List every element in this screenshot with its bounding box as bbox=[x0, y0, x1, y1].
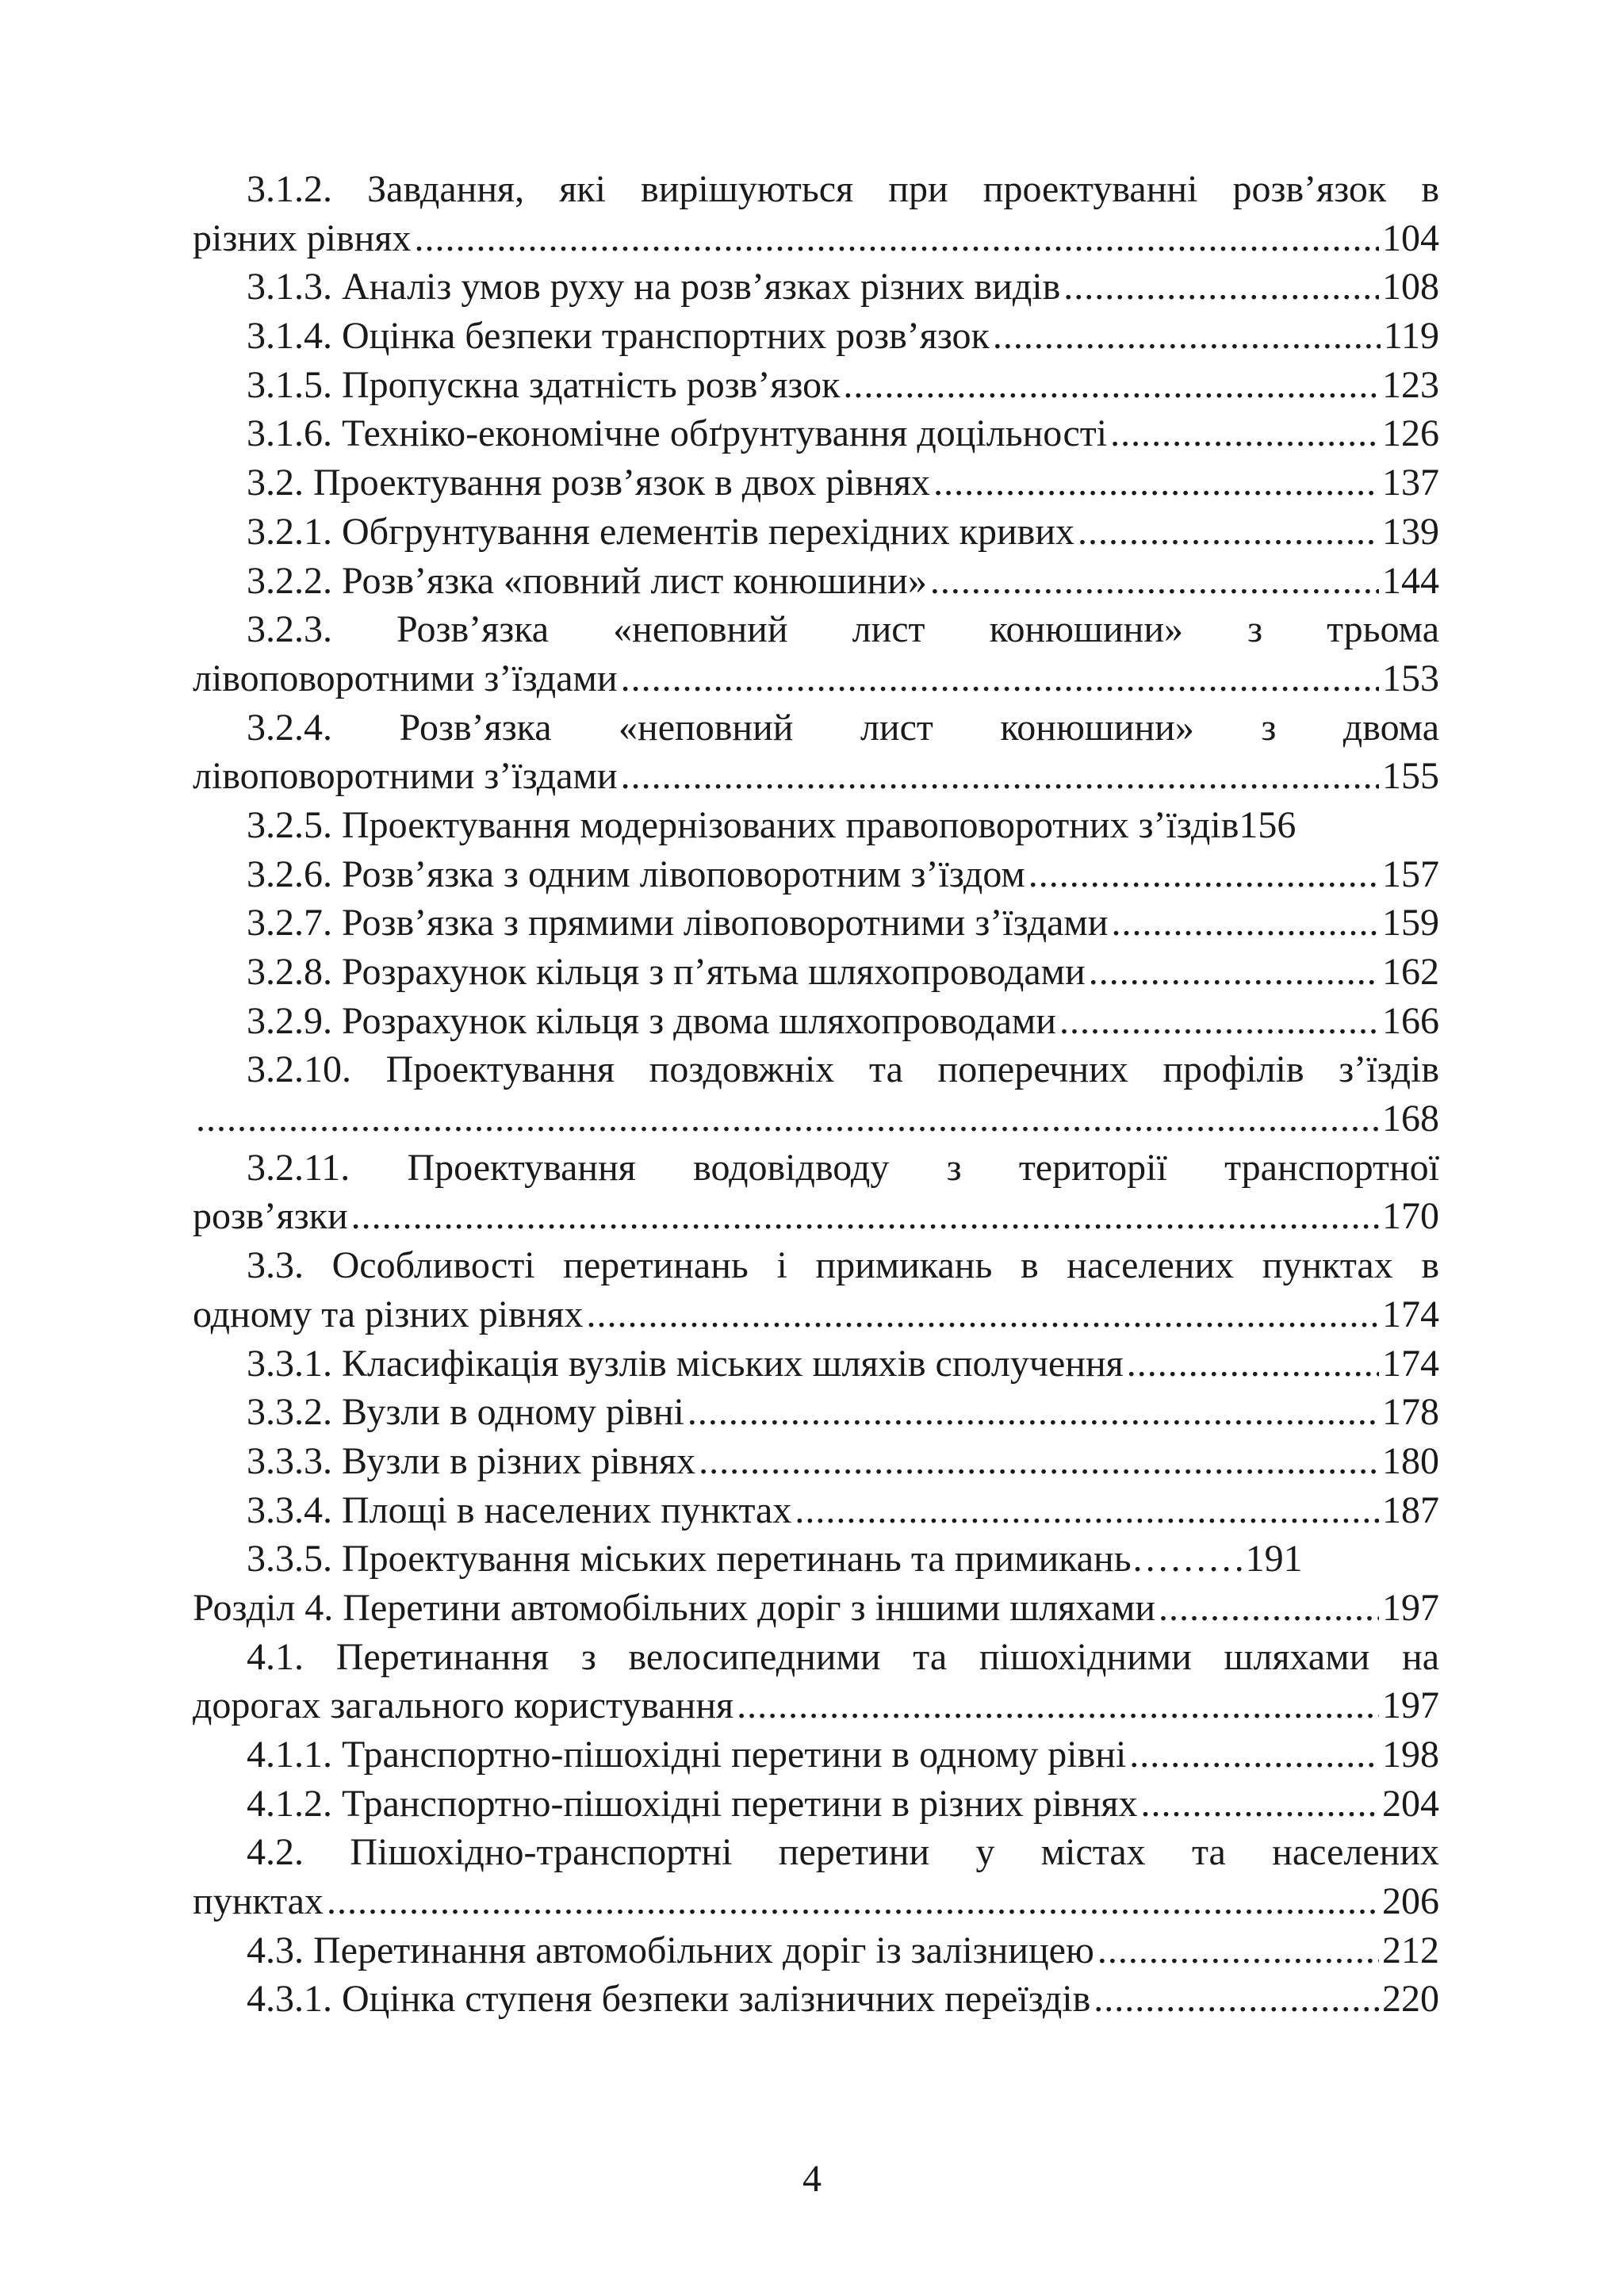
dot-leader bbox=[587, 1290, 1380, 1339]
toc-page-number: 153 bbox=[1382, 657, 1439, 699]
toc-entry-title: 3.2.9. Розрахунок кільця з двома шляхопроводами bbox=[247, 999, 1056, 1042]
toc-page-number: 104 bbox=[1382, 216, 1439, 259]
dot-leader bbox=[621, 654, 1379, 703]
toc-page-number: 187 bbox=[1382, 1488, 1439, 1531]
toc-entry-title: дорогах загального користування bbox=[193, 1684, 734, 1727]
table-of-contents bbox=[193, 165, 1439, 2024]
toc-page-number: 159 bbox=[1382, 902, 1439, 944]
toc-entry-3-2-4[interactable] bbox=[193, 752, 1439, 801]
dot-leader bbox=[1089, 948, 1379, 997]
toc-page-number: 220 bbox=[1382, 1978, 1439, 2021]
toc-entry-title: 3.2.6. Розв’язка з одним лівоповоротним з’їздом bbox=[247, 852, 1025, 895]
dot-leader bbox=[414, 214, 1379, 263]
toc-entry-3-2-2[interactable] bbox=[193, 557, 1439, 606]
toc-entry-title: 3.1.6. Техніко-економічне обґрунтування доцільності bbox=[247, 412, 1108, 455]
toc-entry-3-2-11-line1: 3.2.11. Проектування водовідводу з території транспортної bbox=[247, 1146, 1439, 1189]
toc-entry-3-1-6[interactable] bbox=[193, 409, 1439, 458]
toc-entry-3-1-2-line1: 3.1.2. Завдання, які вирішуються при проектуванні розв’язок в bbox=[247, 168, 1439, 210]
toc-entry-title: 4.1.1. Транспортно-пішохідні перетини в одному рівні bbox=[247, 1734, 1127, 1776]
dot-leader bbox=[795, 1486, 1379, 1535]
dot-leader bbox=[196, 1094, 1379, 1144]
toc-entry-title: лівоповоротними з’їздами bbox=[193, 657, 618, 699]
toc-page-number: 157 bbox=[1382, 852, 1439, 895]
toc-entry-title: 4.3. Перетинання автомобільних доріг із залізницею bbox=[247, 1929, 1094, 1971]
toc-entry-3-3-4[interactable] bbox=[193, 1486, 1439, 1535]
toc-page-number: 126 bbox=[1382, 412, 1439, 455]
dot-leader bbox=[1063, 262, 1379, 312]
toc-entry-4-1[interactable] bbox=[193, 1681, 1439, 1730]
toc-entry-title: 3.1.4. Оцінка безпеки транспортних розв’язок bbox=[247, 315, 990, 358]
dot-leader bbox=[993, 312, 1381, 361]
toc-entry-3-2-6[interactable] bbox=[193, 850, 1439, 899]
dot-leader bbox=[1129, 1730, 1379, 1780]
toc-entry-title: Розділ 4. Перетини автомобільних доріг з іншими шляхами bbox=[193, 1586, 1156, 1629]
dot-leader bbox=[1112, 898, 1380, 948]
toc-entry-3-3-1[interactable] bbox=[193, 1339, 1439, 1389]
toc-entry-title: одному та різних рівнях bbox=[193, 1293, 584, 1335]
toc-entry-title: 3.2.2. Розв’язка «повний лист конюшини» bbox=[247, 559, 927, 602]
toc-page-number: 156 bbox=[1239, 803, 1297, 846]
dot-leader bbox=[737, 1681, 1379, 1730]
page-number: 4 bbox=[802, 2158, 822, 2200]
toc-entry-title: 3.3.1. Класифікація вузлів міських шляхів сполучення bbox=[247, 1342, 1124, 1385]
toc-page-number: 206 bbox=[1382, 1880, 1439, 1923]
toc-page-number: 180 bbox=[1382, 1439, 1439, 1482]
toc-entry-3-2-10[interactable] bbox=[193, 1094, 1439, 1144]
toc-entry-3-2-5[interactable] bbox=[193, 801, 1439, 850]
toc-page-number: 174 bbox=[1382, 1293, 1439, 1335]
toc-entry-title: 3.3.3. Вузли в різних рівнях bbox=[247, 1439, 696, 1482]
toc-entry-title: розв’язки bbox=[193, 1195, 348, 1238]
toc-page-number: 108 bbox=[1382, 266, 1439, 308]
dot-leader bbox=[843, 361, 1379, 410]
dot-leader bbox=[1127, 1339, 1379, 1389]
toc-page-number: 174 bbox=[1382, 1342, 1439, 1385]
toc-entry-3-1-4[interactable] bbox=[193, 312, 1439, 361]
toc-entry-section-4[interactable] bbox=[193, 1584, 1439, 1633]
dot-leader bbox=[1159, 1584, 1379, 1633]
dot-leader bbox=[1097, 1926, 1379, 1975]
toc-page-number: 191 bbox=[1245, 1538, 1303, 1580]
toc-page-number: 197 bbox=[1382, 1684, 1439, 1727]
dot-leader bbox=[1094, 1975, 1379, 2024]
toc-entry-3-3-2[interactable] bbox=[193, 1388, 1439, 1437]
toc-entry-3-2-9[interactable] bbox=[193, 997, 1439, 1046]
toc-entry-title: лівоповоротними з’їздами bbox=[193, 755, 618, 798]
toc-entry-3-3[interactable] bbox=[193, 1290, 1439, 1339]
toc-page-number: 119 bbox=[1383, 315, 1439, 358]
toc-page-number: 170 bbox=[1382, 1195, 1439, 1238]
dot-leader bbox=[621, 752, 1379, 801]
toc-entry-title: різних рівнях bbox=[193, 216, 412, 259]
toc-entry-3-1-3[interactable] bbox=[193, 262, 1439, 312]
toc-entry-title: пунктах bbox=[193, 1880, 324, 1923]
toc-entry-3-2-11[interactable] bbox=[193, 1192, 1439, 1241]
toc-page-number: 137 bbox=[1382, 462, 1439, 504]
toc-entry-3-2-1[interactable] bbox=[193, 508, 1439, 557]
dot-leader bbox=[930, 557, 1379, 606]
toc-page-number: 123 bbox=[1382, 363, 1439, 406]
toc-entry-title: 3.3.4. Площі в населених пунктах bbox=[247, 1488, 792, 1531]
toc-entry-4-1-2[interactable] bbox=[193, 1780, 1439, 1829]
toc-entry-title: 3.3.2. Вузли в одному рівні bbox=[247, 1391, 684, 1434]
toc-entry-3-1-5[interactable] bbox=[193, 361, 1439, 410]
toc-entry-title: 4.3.1. Оцінка ступеня безпеки залізничних переїздів bbox=[247, 1978, 1091, 2021]
toc-entry-3-3-line1: 3.3. Особливості перетинань і примикань в населених пунктах в bbox=[247, 1244, 1439, 1287]
toc-entry-title: 3.3.5. Проектування міських перетинань та примикань……… bbox=[247, 1538, 1246, 1580]
toc-entry-title: 3.2.8. Розрахунок кільця з п’ятьма шляхопроводами bbox=[247, 951, 1086, 993]
toc-page-number: 144 bbox=[1382, 559, 1439, 602]
toc-entry-3-3-3[interactable] bbox=[193, 1437, 1439, 1486]
toc-entry-4-1-1[interactable] bbox=[193, 1730, 1439, 1780]
toc-page-number: 162 bbox=[1382, 951, 1439, 993]
dot-leader bbox=[327, 1877, 1379, 1926]
toc-page-number: 204 bbox=[1382, 1782, 1439, 1825]
toc-entry-3-1-2[interactable] bbox=[193, 214, 1439, 263]
toc-page-number: 197 bbox=[1382, 1586, 1439, 1629]
dot-leader bbox=[1078, 508, 1379, 557]
dot-leader bbox=[699, 1437, 1379, 1486]
toc-page-number: 139 bbox=[1382, 510, 1439, 553]
dot-leader bbox=[1141, 1780, 1380, 1829]
dot-leader bbox=[688, 1388, 1379, 1437]
toc-page-number: 166 bbox=[1382, 999, 1439, 1042]
toc-entry-4-2-line1: 4.2. Пішохідно-транспортні перетини у містах та населених bbox=[247, 1831, 1439, 1874]
dot-leader bbox=[933, 458, 1379, 508]
toc-entry-title: 3.2.1. Обгрунтування елементів перехідних кривих bbox=[247, 510, 1075, 553]
toc-entry-4-1-line1: 4.1. Перетинання з велосипедними та пішохідними шляхами на bbox=[247, 1635, 1439, 1678]
dot-leader bbox=[351, 1192, 1379, 1241]
toc-entry-title: 3.2.7. Розв’язка з прямими лівоповоротними з’їздами bbox=[247, 902, 1109, 944]
toc-entry-4-3-1[interactable] bbox=[193, 1975, 1439, 2024]
toc-entry-3-2-3-line1: 3.2.3. Розв’язка «неповний лист конюшини» з трьома bbox=[247, 608, 1439, 651]
toc-page-number: 178 bbox=[1382, 1391, 1439, 1434]
toc-page-number: 168 bbox=[1382, 1098, 1439, 1140]
toc-page-number: 212 bbox=[1382, 1929, 1439, 1971]
dot-leader bbox=[1028, 850, 1379, 899]
toc-entry-3-2-3[interactable] bbox=[193, 654, 1439, 703]
toc-entry-title: 3.2. Проектування розв’язок в двох рівнях bbox=[247, 462, 931, 504]
toc-entry-4-3[interactable] bbox=[193, 1926, 1439, 1975]
toc-entry-3-2[interactable] bbox=[193, 458, 1439, 508]
toc-entry-3-2-7[interactable] bbox=[193, 898, 1439, 948]
toc-entry-title: 3.2.5. Проектування модернізованих правоповоротних з’їздів bbox=[247, 803, 1239, 846]
toc-entry-3-3-5[interactable] bbox=[193, 1534, 1439, 1584]
toc-entry-title: 4.1.2. Транспортно-пішохідні перетини в різних рівнях bbox=[247, 1782, 1138, 1825]
toc-entry-4-2[interactable] bbox=[193, 1877, 1439, 1926]
dot-leader bbox=[1059, 997, 1379, 1046]
toc-page-number: 155 bbox=[1382, 755, 1439, 798]
toc-entry-3-2-4-line1: 3.2.4. Розв’язка «неповний лист конюшини» з двома bbox=[247, 706, 1439, 749]
toc-entry-3-2-10-line1: 3.2.10. Проектування поздовжніх та поперечних профілів з’їздів bbox=[247, 1048, 1439, 1091]
dot-leader bbox=[1110, 409, 1379, 458]
toc-entry-title: 3.1.5. Пропускна здатність розв’язок bbox=[247, 363, 841, 406]
toc-page-number: 198 bbox=[1382, 1734, 1439, 1776]
toc-entry-title: 3.1.3. Аналіз умов руху на розв’язках різних видів bbox=[247, 266, 1061, 308]
toc-entry-3-2-8[interactable] bbox=[193, 948, 1439, 997]
